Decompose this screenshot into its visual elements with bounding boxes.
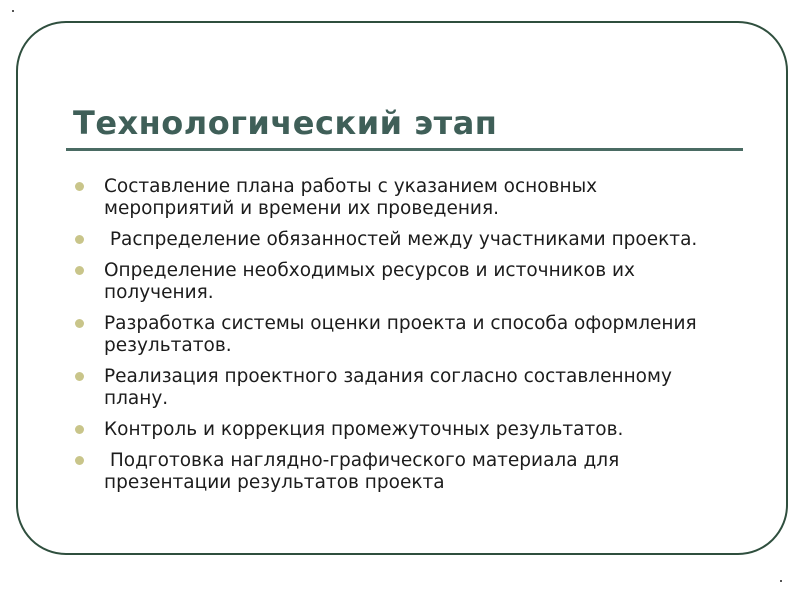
list-item-text: Контроль и коррекция промежуточных результатов. <box>104 419 624 440</box>
list-item-text: Распределение обязанностей между участниками проекта. <box>104 229 698 250</box>
bullet-icon <box>75 372 84 381</box>
title-underline <box>66 148 743 151</box>
list-item-text: Разработка системы оценки проекта и способа оформления результатов. <box>104 313 697 356</box>
list-item <box>74 450 724 494</box>
list-item <box>74 229 724 251</box>
bullet-icon <box>75 425 84 434</box>
bullet-icon <box>75 235 84 244</box>
list-item <box>74 176 724 220</box>
list-item <box>74 419 724 441</box>
list-item-text: Подготовка наглядно-графического материала для презентации результатов проекта <box>104 450 626 493</box>
list-item <box>74 366 724 410</box>
list-item-text: Определение необходимых ресурсов и источников их получения. <box>104 260 635 303</box>
list-item-text: Реализация проектного задания согласно составленному плану. <box>104 366 672 409</box>
bullet-icon <box>75 182 84 191</box>
bullet-icon <box>75 456 84 465</box>
list-item <box>74 260 724 304</box>
bullet-icon <box>75 319 84 328</box>
slide-title: Технологический этап <box>73 104 498 142</box>
bullet-icon <box>75 266 84 275</box>
list-item-text: Составление плана работы с указанием основных мероприятий и времени их проведения. <box>104 176 598 219</box>
bullet-list <box>74 176 724 503</box>
corner-dot-bottom-right <box>780 580 782 582</box>
list-item <box>74 313 724 357</box>
corner-dot-top-left <box>12 10 14 12</box>
